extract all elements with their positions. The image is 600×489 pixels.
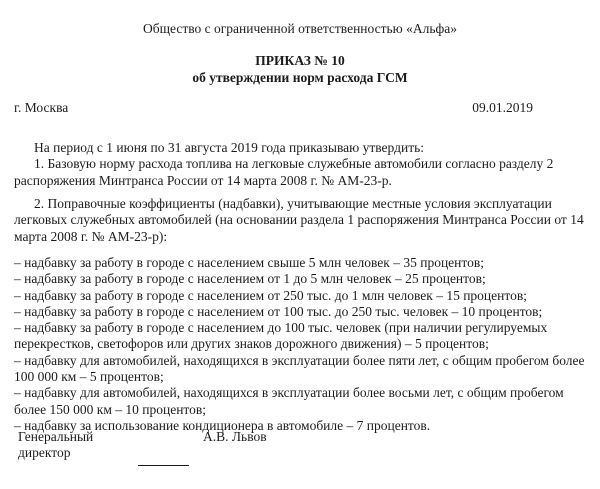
company-name: Общество с ограниченной ответственностью «Альфа» bbox=[143, 21, 457, 36]
order-number-title: ПРИКАЗ № 10 bbox=[255, 53, 345, 69]
signature-position-label: Генеральный директор bbox=[18, 429, 94, 461]
allowance-item: – надбавку за работу в городе с населением от 100 тыс. до 250 тыс. человек – 10 процентов; bbox=[14, 303, 543, 319]
order-item-1: 1. Базовую норму расхода топлива на легковые служебные автомобили согласно разделу 2 распоряжения Минтранса России от 14 марта 2008 г. № АМ-23-р. bbox=[14, 156, 554, 188]
order-heading bbox=[14, 53, 586, 86]
allowance-item: – надбавку для автомобилей, находящихся в эксплуатации более пяти лет, с общим пробегом более 100 000 км – 5 процентов; bbox=[14, 352, 585, 385]
allowance-item: – надбавку за работу в городе с населением от 1 до 5 млн человек – 25 процентов; bbox=[14, 271, 486, 287]
order-item-2: 2. Поправочные коэффициенты (надбавки), учитывающие местные условия эксплуатации легковых служебных автомобилей (на основании раздела 1 распоряжения Минтранса России от 14 марта 2008 г. № АМ-23-р): bbox=[14, 196, 584, 244]
date-label: 09.01.2019 bbox=[472, 99, 533, 115]
allowance-item: – надбавку для автомобилей, находящихся в эксплуатации более восьми лет, с общим пробегом более 150 000 км – 10 процентов; bbox=[14, 385, 564, 417]
signature-line bbox=[138, 465, 189, 466]
intro-paragraph: На период с 1 июня по 31 августа 2019 года приказываю утвердить: bbox=[34, 140, 425, 156]
allowance-item: – надбавку за работу в городе с населением до 100 тыс. человек (при наличии регулируемых перекрестков, светофоров или других знаков дорожного движения) – 5 процентов; bbox=[14, 320, 548, 352]
place-date-row bbox=[14, 100, 586, 116]
allowance-item: – надбавку за работу в городе с населением от 250 тыс. до 1 млн человек – 15 процентов; bbox=[14, 287, 527, 303]
allowance-list bbox=[14, 255, 586, 434]
signature-name: А.В. Львов bbox=[203, 429, 267, 444]
signature-block bbox=[14, 429, 586, 479]
allowance-item: – надбавку за работу в городе с населением свыше 5 млн человек – 35 процентов; bbox=[14, 254, 484, 270]
allowance-item: – надбавку за использование кондиционера в автомобиле – 7 процентов. bbox=[14, 417, 431, 433]
order-body bbox=[14, 140, 586, 434]
place-label: г. Москва bbox=[14, 99, 69, 115]
order-subject-title: об утверждении норм расхода ГСМ bbox=[192, 69, 408, 85]
